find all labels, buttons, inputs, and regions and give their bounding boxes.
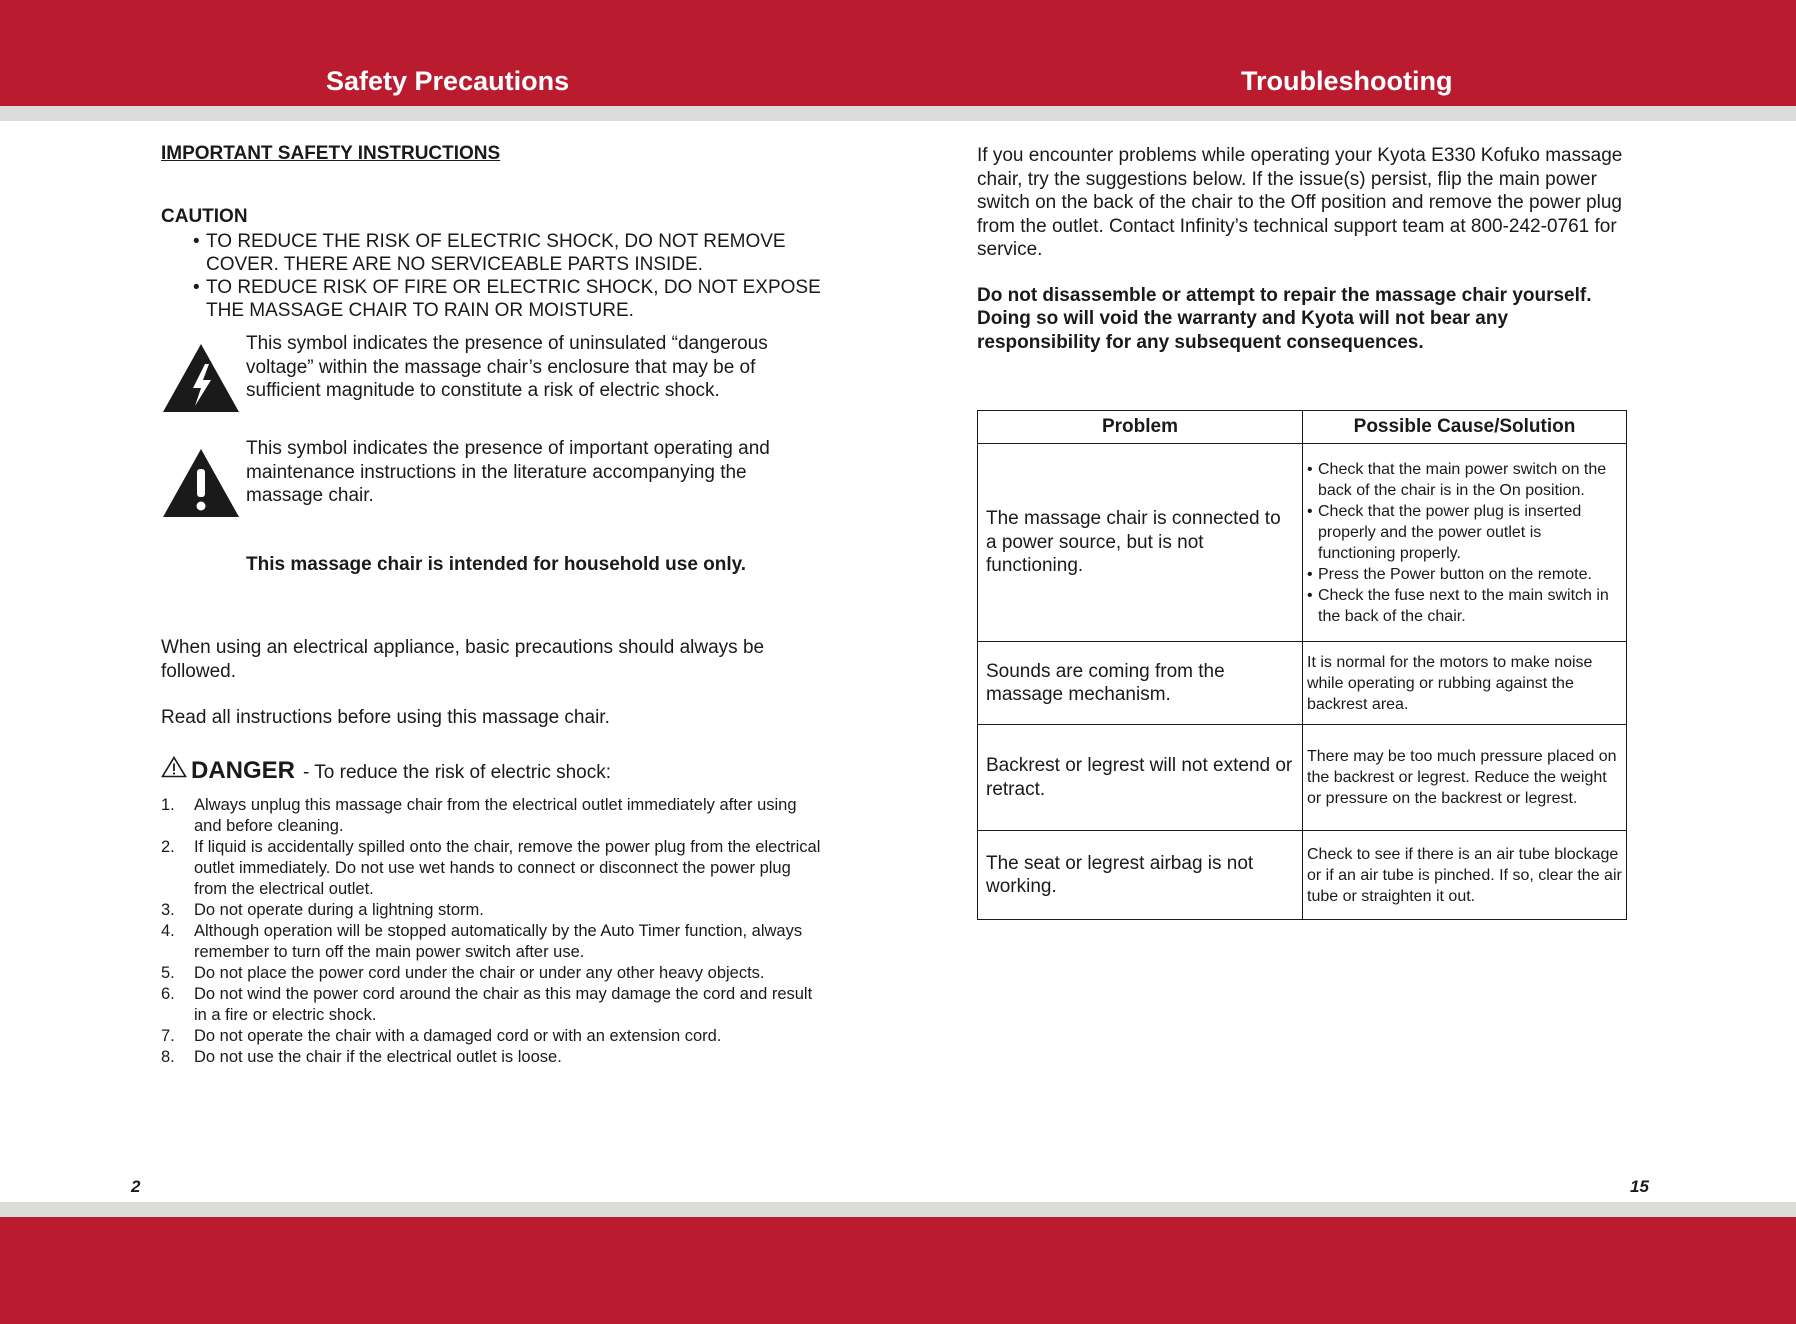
danger-item-text: Do not operate the chair with a damaged cord or with an extension cord. — [194, 1027, 722, 1045]
right-page-number: 15 — [1630, 1177, 1649, 1196]
caution-list — [193, 230, 821, 322]
danger-item-text: Although operation will be stopped automatically by the Auto Timer function, always remember to turn off the main power switch after use. — [194, 922, 803, 961]
caution-item: • TO REDUCE RISK OF FIRE OR ELECTRIC SHOCK, DO NOT EXPOSE THE MASSAGE CHAIR TO RAIN OR MOISTURE. — [193, 276, 821, 322]
danger-item-text: Always unplug this massage chair from the electrical outlet immediately after using and before cleaning. — [194, 796, 797, 835]
voltage-symbol-note — [161, 332, 821, 414]
danger-heading — [161, 756, 821, 785]
solution-list — [1307, 459, 1622, 627]
danger-item — [161, 900, 821, 921]
caution-heading: CAUTION — [161, 206, 248, 227]
warning-outline-icon — [161, 756, 187, 778]
danger-item — [161, 1047, 821, 1068]
danger-item — [161, 921, 821, 963]
safety-precautions-page — [161, 143, 821, 1068]
table-row — [978, 831, 1627, 920]
column-header-solution: Possible Cause/Solution — [1303, 411, 1627, 444]
danger-item-text: Do not wind the power cord around the chair as this may damage the cord and result in a fire or electric shock. — [194, 985, 813, 1024]
danger-item-number: 4. — [161, 922, 175, 940]
danger-item — [161, 984, 821, 1026]
solution-cell: It is normal for the motors to make noise while operating or rubbing against the backrest area. — [1303, 642, 1627, 725]
solution-cell: There may be too much pressure placed on the backrest or legrest. Reduce the weight or pressure on the backrest or legrest. — [1303, 725, 1627, 831]
repair-warning: Do not disassemble or attempt to repair the massage chair yourself. Doing so will void the warranty and Kyota will not bear any responsibility for any subsequent consequences. — [977, 284, 1592, 353]
top-header-band — [0, 0, 1796, 106]
lightning-warning-icon — [161, 342, 241, 414]
table-header-row — [978, 411, 1627, 444]
column-header-problem: Problem — [978, 411, 1303, 444]
read-instructions-paragraph: Read all instructions before using this massage chair. — [161, 707, 610, 728]
instructions-symbol-text: This symbol indicates the presence of important operating and maintenance instructions in the literature accompanying the massage chair. — [246, 438, 770, 506]
instructions-symbol-note — [161, 437, 821, 519]
exclamation-warning-icon — [161, 447, 241, 519]
solution-item: • Press the Power button on the remote. — [1307, 564, 1622, 585]
voltage-symbol-text: This symbol indicates the presence of uninsulated “dangerous voltage” within the massage chair’s enclosure that may be of sufficient magnitude to constitute a risk of electric shock. — [246, 333, 768, 401]
danger-item — [161, 795, 821, 837]
danger-item-text: Do not place the power cord under the chair or under any other heavy objects. — [194, 964, 765, 982]
table-row — [978, 444, 1627, 642]
danger-item-text: If liquid is accidentally spilled onto the chair, remove the power plug from the electrical outlet immediately. Do not use wet hands to connect or disconnect the power plug from the electrical outlet. — [194, 838, 821, 898]
danger-subtitle: - To reduce the risk of electric shock: — [303, 762, 612, 783]
table-row — [978, 725, 1627, 831]
top-divider — [0, 106, 1796, 121]
problem-cell: Sounds are coming from the massage mechanism. — [978, 642, 1303, 725]
right-page-title: Troubleshooting — [1241, 66, 1453, 96]
troubleshooting-page — [977, 144, 1627, 354]
bottom-footer-band — [0, 1217, 1796, 1324]
problem-cell: Backrest or legrest will not extend or retract. — [978, 725, 1303, 831]
left-page-title: Safety Precautions — [326, 66, 570, 96]
table-row — [978, 642, 1627, 725]
caution-item: • TO REDUCE THE RISK OF ELECTRIC SHOCK, DO NOT REMOVE COVER. THERE ARE NO SERVICEABLE PARTS INSIDE. — [193, 230, 821, 276]
danger-item — [161, 963, 821, 984]
danger-item-text: Do not use the chair if the electrical outlet is loose. — [194, 1048, 562, 1066]
danger-item-number: 8. — [161, 1048, 175, 1066]
solution-cell — [1303, 444, 1627, 642]
danger-item-number: 5. — [161, 964, 175, 982]
danger-item — [161, 1026, 821, 1047]
danger-item-number: 6. — [161, 985, 175, 1003]
danger-item-number: 3. — [161, 901, 175, 919]
solution-cell: Check to see if there is an air tube blockage or if an air tube is pinched. If so, clear the air tube or straighten it out. — [1303, 831, 1627, 920]
household-use-note: This massage chair is intended for household use only. — [246, 554, 747, 575]
problem-cell: The massage chair is connected to a power source, but is not functioning. — [978, 444, 1303, 642]
solution-item: • Check the fuse next to the main switch in the back of the chair. — [1307, 585, 1622, 627]
precautions-paragraph: When using an electrical appliance, basic precautions should always be followed. — [161, 637, 765, 682]
important-safety-heading: IMPORTANT SAFETY INSTRUCTIONS — [161, 143, 501, 164]
troubleshooting-table — [977, 410, 1627, 920]
danger-item-number: 1. — [161, 796, 175, 814]
troubleshooting-intro: If you encounter problems while operating your Kyota E330 Kofuko massage chair, try the suggestions below. If the issue(s) persist, flip the main power switch on the back of the chair to the Off position and remove the power plug from the outlet. Contact Infinity’s technical support team at 800-242-0761 for service. — [977, 145, 1623, 260]
left-page-number: 2 — [131, 1177, 141, 1196]
solution-item: • Check that the power plug is inserted properly and the power outlet is functioning properly. — [1307, 501, 1622, 564]
solution-item: • Check that the main power switch on the back of the chair is in the On position. — [1307, 459, 1622, 501]
bottom-divider — [0, 1202, 1796, 1217]
danger-item — [161, 837, 821, 900]
danger-item-text: Do not operate during a lightning storm. — [194, 901, 484, 919]
danger-label: DANGER — [191, 757, 296, 784]
danger-item-number: 7. — [161, 1027, 175, 1045]
problem-cell: The seat or legrest airbag is not working. — [978, 831, 1303, 920]
danger-item-number: 2. — [161, 838, 175, 856]
danger-list — [161, 795, 821, 1068]
